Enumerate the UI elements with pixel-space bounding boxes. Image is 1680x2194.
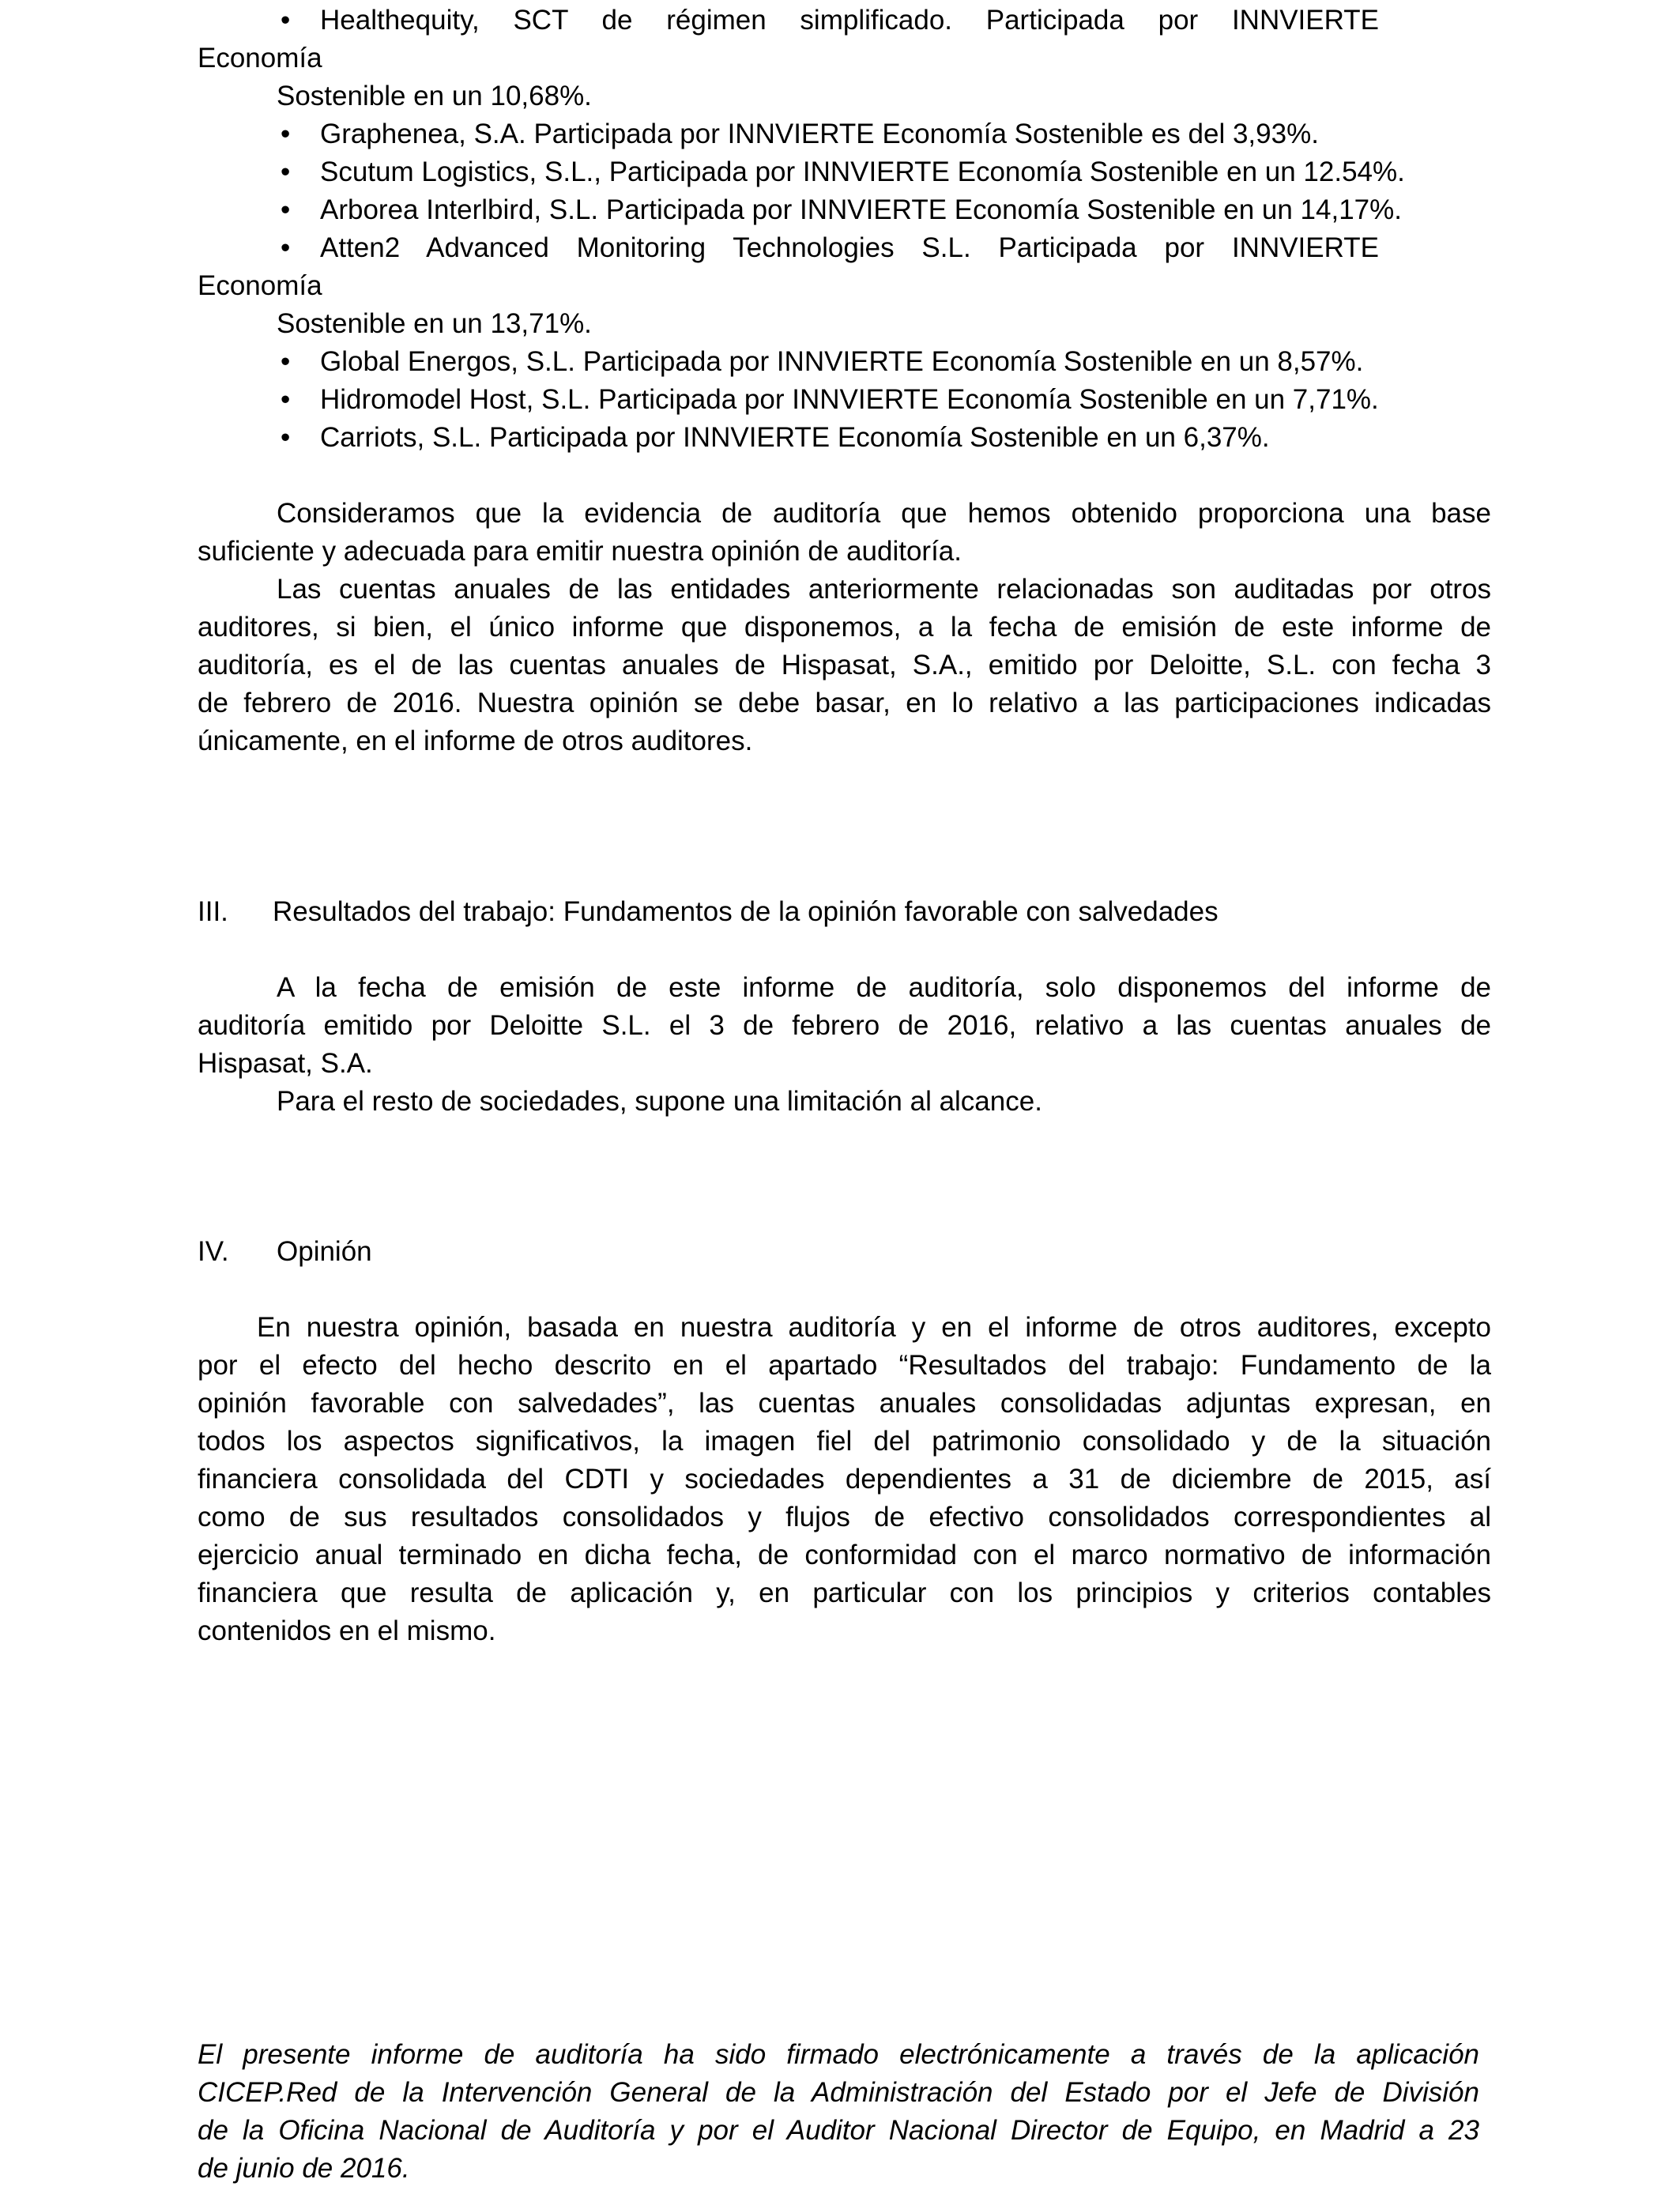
bullet-marker: •	[281, 194, 291, 225]
bullet-marker: •	[281, 156, 291, 187]
signature-note-line: CICEP.Red de la Intervención General de la Administración del Estado por el Jefe de División	[198, 2077, 1479, 2108]
list-item-text: Global Energos, S.L. Participada por INNVIERTE Economía Sostenible en un 8,57%.	[320, 346, 1364, 377]
list-item-text: Scutum Logistics, S.L., Participada por INNVIERTE Economía Sostenible en un 12.54%.	[320, 156, 1405, 187]
paragraph-line: financiera que resulta de aplicación y, en particular con los principios y criterios contables	[198, 1578, 1491, 1608]
paragraph-line: ejercicio anual terminado en dicha fecha, de conformidad con el marco normativo de información	[198, 1540, 1491, 1570]
section-number: IV.	[198, 1236, 229, 1267]
bullet-marker: •	[281, 422, 291, 453]
list-item-text: Economía	[198, 43, 322, 74]
paragraph	[198, 495, 1491, 571]
list-item-text: Atten2 Advanced Monitoring Technologies S.L. Participada por INNVIERTE	[320, 232, 1379, 263]
paragraph-line: como de sus resultados consolidados y flujos de efectivo consolidados correspondientes al	[198, 1502, 1491, 1532]
paragraph	[198, 969, 1491, 1083]
paragraph-line: Consideramos que la evidencia de auditoría que hemos obtenido proporciona una base	[277, 498, 1491, 529]
bullet-marker: •	[281, 119, 291, 149]
paragraph-line: únicamente, en el informe de otros auditores.	[198, 726, 753, 756]
paragraph-line: auditoría emitido por Deloitte S.L. el 3 de febrero de 2016, relativo a las cuentas anuales de	[198, 1010, 1491, 1041]
paragraph-line: suficiente y adecuada para emitir nuestra opinión de auditoría.	[198, 536, 962, 567]
bullet-marker: •	[281, 5, 291, 36]
list-item-text: Graphenea, S.A. Participada por INNVIERTE Economía Sostenible es del 3,93%.	[320, 119, 1319, 149]
bullet-marker: •	[281, 232, 291, 263]
list-item-text: Carriots, S.L. Participada por INNVIERTE Economía Sostenible en un 6,37%.	[320, 422, 1270, 453]
list-item-text: Economía	[198, 270, 322, 301]
paragraph-line: opinión favorable con salvedades”, las cuentas anuales consolidadas adjuntas expresan, en	[198, 1388, 1491, 1419]
paragraph: Para el resto de sociedades, supone una limitación al alcance.	[277, 1086, 1042, 1117]
bullet-marker: •	[281, 346, 291, 377]
paragraph-line: todos los aspectos significativos, la imagen fiel del patrimonio consolidado y de la situación	[198, 1426, 1491, 1457]
section-title: Resultados del trabajo: Fundamentos de la opinión favorable con salvedades	[273, 896, 1219, 927]
paragraph-line: auditores, si bien, el único informe que disponemos, a la fecha de emisión de este informe de	[198, 612, 1491, 643]
bullet-marker: •	[281, 384, 291, 415]
paragraph-line: por el efecto del hecho descrito en el apartado “Resultados del trabajo: Fundamento de la	[198, 1350, 1491, 1381]
paragraph-line: auditoría, es el de las cuentas anuales de Hispasat, S.A., emitido por Deloitte, S.L. con fecha 3	[198, 650, 1491, 680]
list-item-text: Arborea Interlbird, S.L. Participada por INNVIERTE Economía Sostenible en un 14,17%.	[320, 194, 1402, 225]
section-title: Opinión	[277, 1236, 372, 1267]
paragraph-line: de febrero de 2016. Nuestra opinión se debe basar, en lo relativo a las participaciones indicadas	[198, 688, 1491, 718]
signature-note-line: El presente informe de auditoría ha sido firmado electrónicamente a través de la aplicación	[198, 2039, 1479, 2070]
section-number: III.	[198, 896, 228, 927]
paragraph-line: En nuestra opinión, basada en nuestra auditoría y en el informe de otros auditores, excepto	[257, 1312, 1491, 1343]
list-item-text: Sostenible en un 13,71%.	[277, 308, 592, 339]
paragraph-line: A la fecha de emisión de este informe de auditoría, solo disponemos del informe de	[277, 972, 1491, 1003]
signature-note-line: de la Oficina Nacional de Auditoría y por el Auditor Nacional Director de Equipo, en Madrid a 23	[198, 2115, 1479, 2146]
list-item-text: Hidromodel Host, S.L. Participada por INNVIERTE Economía Sostenible en un 7,71%.	[320, 384, 1379, 415]
paragraph	[198, 1309, 1491, 1650]
paragraph-line: contenidos en el mismo.	[198, 1615, 496, 1646]
signature-note	[198, 2036, 1479, 2188]
paragraph	[198, 571, 1491, 760]
paragraph-line: Hispasat, S.A.	[198, 1048, 373, 1079]
list-item-text: Sostenible en un 10,68%.	[277, 81, 592, 111]
paragraph-line: Las cuentas anuales de las entidades anteriormente relacionadas son auditadas por otros	[277, 574, 1491, 605]
signature-note-line: de junio de 2016.	[198, 2153, 410, 2184]
paragraph-line: financiera consolidada del CDTI y sociedades dependientes a 31 de diciembre de 2015, así	[198, 1464, 1491, 1495]
list-item-text: Healthequity, SCT de régimen simplificado. Participada por INNVIERTE	[320, 5, 1379, 36]
